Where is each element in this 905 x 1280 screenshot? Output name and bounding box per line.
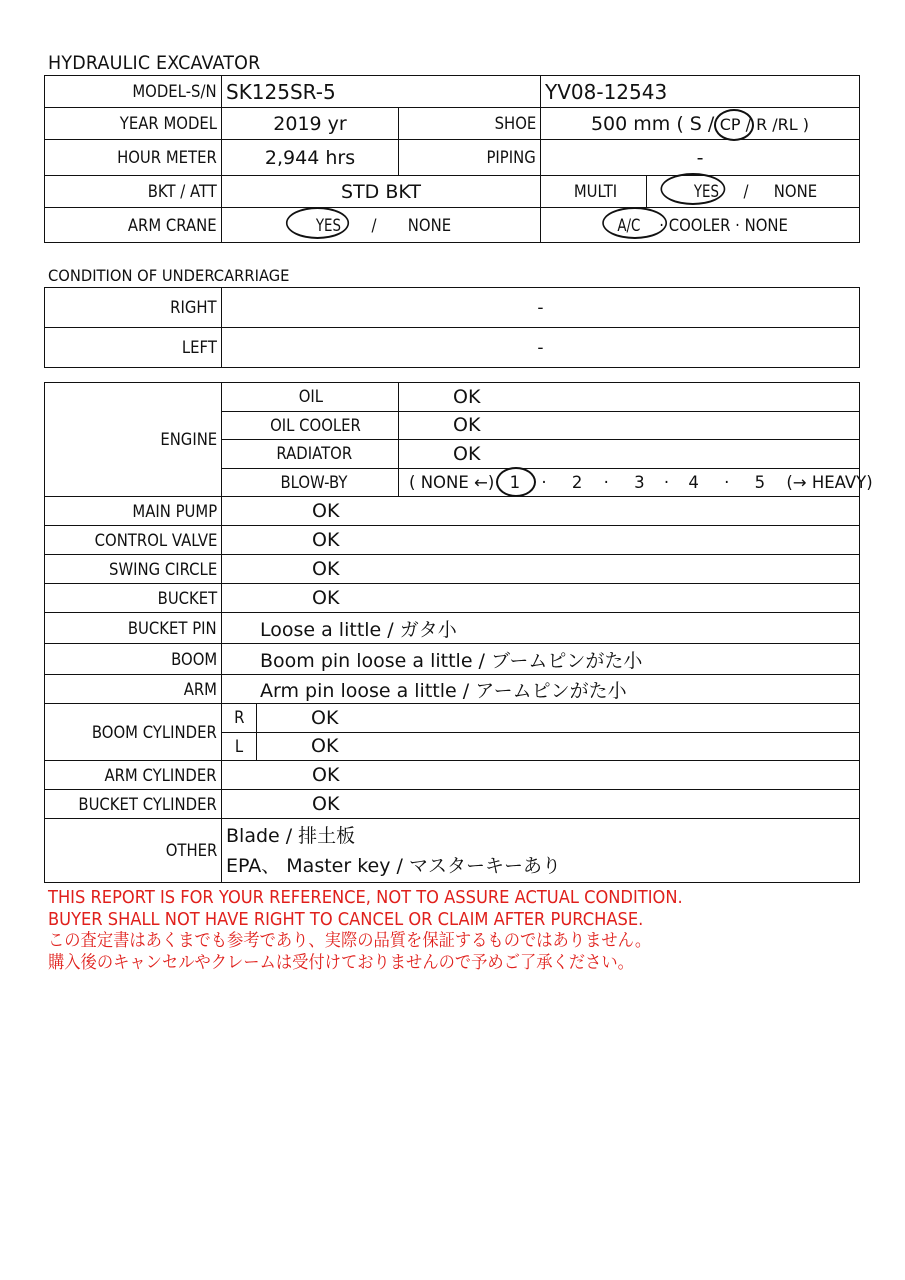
bkt-att-label: BKT / ATT <box>45 176 222 208</box>
shoe-value <box>541 108 860 140</box>
arm-yes-text: YES <box>316 215 342 235</box>
shoe-width: 500 mm ( S / <box>590 112 715 135</box>
arm-value: Arm pin loose a little / アームピンがた小 <box>222 675 860 704</box>
blowby-level-text: 1 <box>509 472 521 492</box>
boom-label: BOOM <box>45 644 222 675</box>
boom-cyl-r-value: OK <box>257 704 860 733</box>
piping-label: PIPING <box>399 140 541 176</box>
ac-option <box>615 216 641 235</box>
blowby-dot: · <box>541 472 547 492</box>
blowby-level-3: 3 <box>634 472 645 492</box>
selected-circle <box>496 467 536 497</box>
arm-crane-value <box>222 208 541 243</box>
boom-value: Boom pin loose a little / ブームピンがた小 <box>222 644 860 675</box>
shoe-type-cp <box>720 115 746 134</box>
oil-label: OIL <box>222 383 399 412</box>
selected-circle <box>714 109 754 141</box>
oil-value: OK <box>399 383 860 412</box>
multi-yes <box>692 182 720 201</box>
boom-cylinder-label: BOOM CYLINDER <box>45 704 222 761</box>
blowby-dot: · <box>724 472 730 492</box>
other-label: OTHER <box>45 819 222 883</box>
ac-text: A/C <box>617 215 641 235</box>
shoe-type-rest: / R /RL ) <box>745 114 810 134</box>
bucket-cylinder-value: OK <box>222 790 860 819</box>
bucket-value: OK <box>222 584 860 613</box>
arm-cylinder-value: OK <box>222 761 860 790</box>
swing-circle-value: OK <box>222 555 860 584</box>
hours-value: 2,944 hrs <box>222 140 399 176</box>
bucket-label: BUCKET <box>45 584 222 613</box>
blowby-level-1 <box>510 473 526 492</box>
left-value: - <box>222 328 860 368</box>
piping-value: - <box>541 140 860 176</box>
swing-circle-label: SWING CIRCLE <box>45 555 222 584</box>
arm-crane-label: ARM CRANE <box>45 208 222 243</box>
boom-cyl-l-value: OK <box>257 732 860 761</box>
bucket-pin-value: Loose a little / ガタ小 <box>222 613 860 644</box>
spec-table <box>44 75 860 243</box>
multi-value <box>647 176 860 208</box>
disclaimer <box>48 888 730 974</box>
blowby-label: BLOW-BY <box>222 468 399 497</box>
model-sn-label: MODEL-S/N <box>45 76 222 108</box>
selected-circle <box>286 207 349 239</box>
control-valve-value: OK <box>222 526 860 555</box>
shoe-cp-text: CP <box>719 114 741 134</box>
main-pump-label: MAIN PUMP <box>45 497 222 526</box>
blowby-level-4: 4 <box>688 472 699 492</box>
engine-label: ENGINE <box>45 383 222 497</box>
multi-label: MULTI <box>541 176 647 208</box>
blowby-scale <box>399 468 873 497</box>
right-label: RIGHT <box>45 288 222 328</box>
blowby-dot: · <box>603 472 609 492</box>
hour-meter-label: HOUR METER <box>45 140 222 176</box>
other-line-1: Blade / 排土板 <box>226 824 356 847</box>
left-label: LEFT <box>45 328 222 368</box>
blowby-none: ( NONE ←) <box>409 472 495 492</box>
other-line-2: EPA、 Master key / マスターキーあり <box>226 854 561 877</box>
boom-cyl-r-label: R <box>222 704 257 733</box>
main-pump-value: OK <box>222 497 860 526</box>
arm-label: ARM <box>45 675 222 704</box>
ac-value <box>541 208 860 243</box>
control-valve-label: CONTROL VALVE <box>45 526 222 555</box>
blowby-heavy: (→ HEAVY) <box>786 472 873 492</box>
selected-circle <box>602 207 667 239</box>
oil-cooler-label: OIL COOLER <box>222 411 399 440</box>
multi-none: NONE <box>774 182 818 201</box>
right-value: - <box>222 288 860 328</box>
disclaimer-line-1: THIS REPORT IS FOR YOUR REFERENCE, NOT TO ASSURE ACTUAL CONDITION. <box>48 888 683 908</box>
undercarriage-title: CONDITION OF UNDERCARRIAGE <box>48 266 290 285</box>
multi-yes-text: YES <box>694 182 720 201</box>
condition-table <box>44 382 873 883</box>
year-value: 2019 yr <box>222 108 399 140</box>
disclaimer-line-2: BUYER SHALL NOT HAVE RIGHT TO CANCEL OR CLAIM AFTER PURCHASE. <box>48 909 644 930</box>
bkt-value: STD BKT <box>222 176 541 208</box>
undercarriage-table <box>44 287 860 368</box>
ac-rest: · COOLER · NONE <box>659 215 789 235</box>
shoe-label: SHOE <box>399 108 541 140</box>
selected-circle <box>661 173 726 205</box>
arm-sep: / <box>371 215 377 235</box>
disclaimer-line-3: この査定書はあくまでも参考であり、実際の品質を保証するものではありません。 <box>48 931 652 951</box>
model-value: SK125SR-5 <box>222 76 541 108</box>
boom-cyl-l-label: L <box>222 732 257 761</box>
radiator-label: RADIATOR <box>222 440 399 469</box>
multi-sep: / <box>743 182 749 201</box>
bucket-pin-label: BUCKET PIN <box>45 613 222 644</box>
report-title: HYDRAULIC EXCAVATOR <box>48 52 261 74</box>
blowby-level-2: 2 <box>571 472 583 492</box>
arm-none: NONE <box>408 215 452 235</box>
arm-yes <box>314 216 342 235</box>
oil-cooler-value: OK <box>399 411 860 440</box>
serial-value: YV08-12543 <box>541 76 860 108</box>
bucket-cylinder-label: BUCKET CYLINDER <box>45 790 222 819</box>
disclaimer-line-4: 購入後のキャンセルやクレームは受付けておりませんので予めご了承ください。 <box>48 952 634 973</box>
arm-cylinder-label: ARM CYLINDER <box>45 761 222 790</box>
radiator-value: OK <box>399 440 860 469</box>
blowby-level-5: 5 <box>754 472 766 492</box>
other-value <box>222 819 860 883</box>
blowby-dot: · <box>663 472 670 492</box>
year-model-label: YEAR MODEL <box>45 108 222 140</box>
